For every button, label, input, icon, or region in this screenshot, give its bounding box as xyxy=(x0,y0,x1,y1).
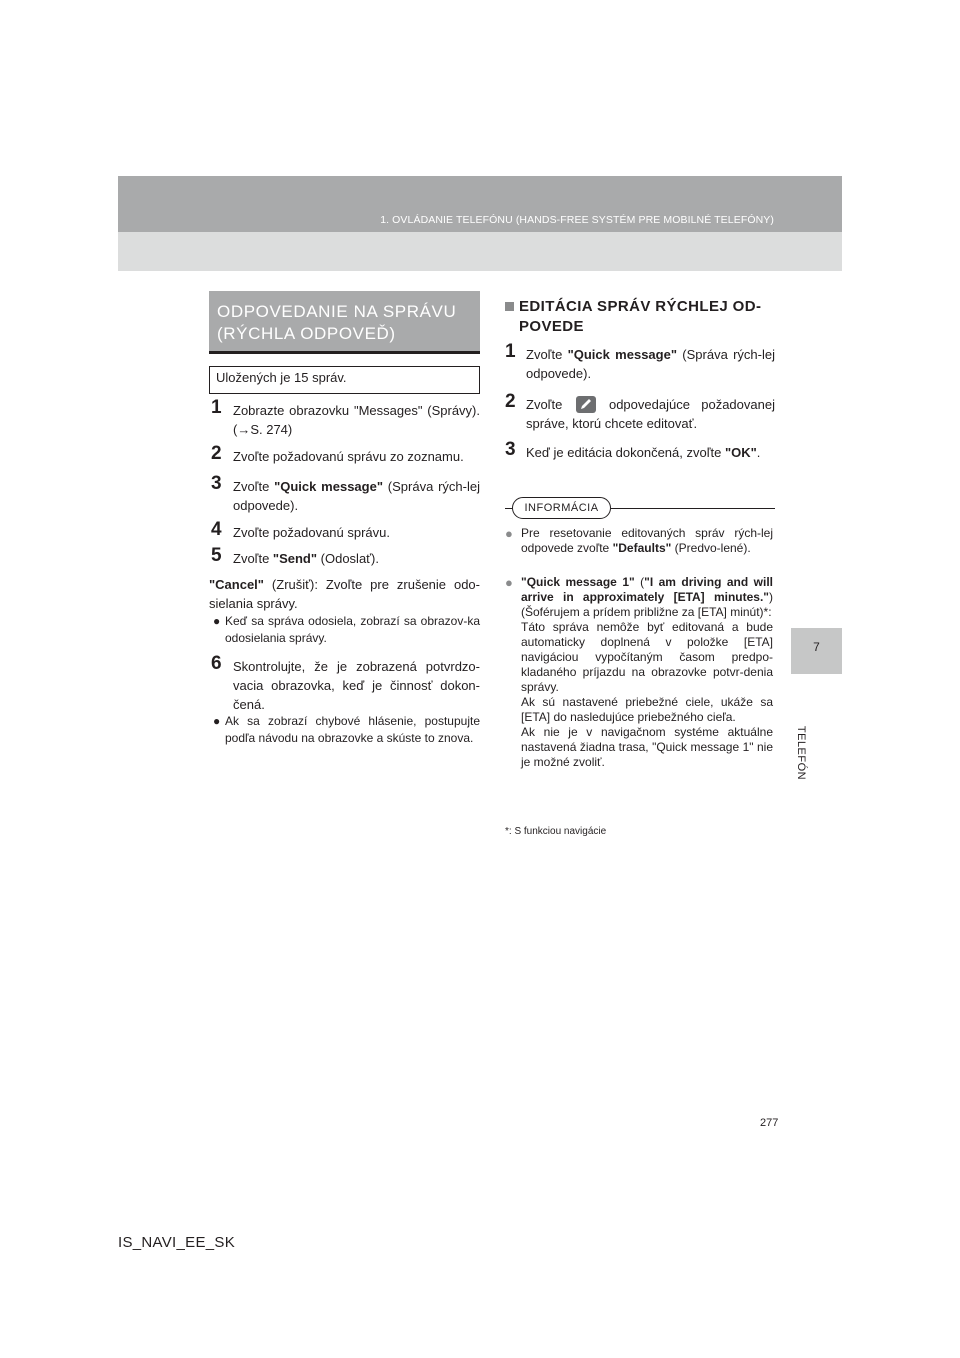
right-step-2 xyxy=(505,391,775,433)
right-step-1 xyxy=(505,341,775,383)
step-number: 5 xyxy=(211,545,222,566)
ok-label: "OK" xyxy=(724,445,757,460)
step-text-pre: Zvoľte xyxy=(526,397,563,412)
info-item xyxy=(505,526,773,556)
chapter-label-text: TELEFÓN xyxy=(795,725,807,781)
footnote: *: S funkciou navigácie xyxy=(505,826,607,837)
info-text-mid: ( xyxy=(634,575,645,589)
edit-pencil-icon xyxy=(576,396,596,413)
bullet-dot: ● xyxy=(213,614,221,628)
bullet-text: Ak sa zobrazí chybové hlásenie, postupujte podľa návodu na obrazovke a skúste to znova. xyxy=(225,714,480,745)
step-text: Skontrolujte, že je zobrazená potvrdzo-vacia obrazovka, keď je činnosť dokon-čená. xyxy=(233,659,480,712)
step-text-pre: Keď je editácia dokončená, zvoľte xyxy=(526,445,725,460)
step-number: 2 xyxy=(505,391,516,412)
quick-message-label: "Quick message" xyxy=(567,347,677,362)
step-text-pre: Zvoľte xyxy=(233,479,275,494)
step-number: 1 xyxy=(211,397,222,418)
quick-message-label: "Quick message" xyxy=(274,479,383,494)
chapter-number: 7 xyxy=(813,640,820,654)
step-text-post: odpovedajúce požadovanej správe, ktorú chcete editovať. xyxy=(526,397,775,432)
stored-messages-note: Uložených je 15 správ. xyxy=(209,366,480,394)
info-text-extra: Ak sú nastavené priebežné ciele, ukáže sa [ETA] do nasledujúce priebežného cieľa. xyxy=(521,695,773,724)
send-label: "Send" xyxy=(272,551,318,566)
bullet-dot: ● xyxy=(505,575,513,590)
step-1 xyxy=(211,397,480,439)
step-text: Zvoľte požadovanú správu. xyxy=(233,525,390,540)
step-text-post: (Správa rých-lej odpovede). xyxy=(233,479,480,513)
info-label: INFORMÁCIA xyxy=(512,497,611,519)
step-text-pre: Zvoľte xyxy=(233,551,273,566)
subsection-title xyxy=(505,297,775,337)
info-text-extra: Ak nie je v navigačnom systéme aktuálne nastavená žiadna trasa, "Quick message 1" nie je možné zvoliť. xyxy=(521,725,773,769)
step-number: 2 xyxy=(211,443,222,464)
info-item xyxy=(505,575,773,770)
bullet-item xyxy=(213,713,480,747)
step-3 xyxy=(211,473,480,515)
info-text-post: (Predvo-lené). xyxy=(671,541,751,555)
info-text-extra: Táto správa nemôže byť editovaná a bude automaticky doplnená v položke [ETA] navigáciou vypočítaným časom predpo-kladaného príjazdu na obrazovke potvr-denia správy. xyxy=(521,620,773,694)
step-number: 3 xyxy=(211,473,222,494)
quick-message-1-text: "I am driving and will arrive in approximately [ETA] minutes." xyxy=(521,575,773,604)
step-text-post: . xyxy=(756,445,761,460)
page-number: 277 xyxy=(760,1117,779,1129)
defaults-label: "Defaults" xyxy=(612,541,672,555)
cancel-note-text: (Zrušiť): Zvoľte pre zrušenie odo-sielania správy. xyxy=(209,577,480,611)
step-text-post: (Správa rých-lej odpovede). xyxy=(526,347,775,381)
step-number: 3 xyxy=(505,439,516,460)
section-title-box xyxy=(209,291,480,354)
cancel-label: "Cancel" xyxy=(209,577,264,592)
bullet-item xyxy=(213,613,480,647)
bullet-text: Keď sa správa odosiela, zobrazí sa obrazov-ka odosielania správy. xyxy=(225,614,480,645)
info-divider-right xyxy=(611,508,775,509)
step-number: 4 xyxy=(211,519,222,540)
subsection-title-text: EDITÁCIA SPRÁV RÝCHLEJ OD-POVEDE xyxy=(519,298,762,335)
info-text-pre: Pre resetovanie editovaných správ rých-lej odpovede zvoľte xyxy=(521,526,773,555)
step-4 xyxy=(211,519,480,542)
bullet-dot: ● xyxy=(213,714,221,728)
chapter-tab xyxy=(791,628,842,674)
step-number: 6 xyxy=(211,653,222,674)
step-text: Zobrazte obrazovku "Messages" (Správy). (→S. 274) xyxy=(233,403,480,437)
document-code: IS_NAVI_EE_SK xyxy=(118,1234,236,1251)
header-title: 1. OVLÁDANIE TELEFÓNU (HANDS-FREE SYSTÉM PRE MOBILNÉ TELEFÓNY) xyxy=(380,214,774,226)
step-text-pre: Zvoľte xyxy=(526,347,568,362)
step-number: 1 xyxy=(505,341,516,362)
step-text: Zvoľte požadovanú správu zo zoznamu. xyxy=(233,449,464,464)
section-title-line1: ODPOVEDANIE NA SPRÁVU xyxy=(217,302,457,321)
step-text-post: (Odoslať). xyxy=(317,551,379,566)
info-divider-left xyxy=(505,508,512,509)
bullet-dot: ● xyxy=(505,526,513,541)
step-5 xyxy=(211,545,480,568)
right-step-3 xyxy=(505,439,775,462)
section-title-line2: (RÝCHLA ODPOVEĎ) xyxy=(217,324,396,343)
chapter-label xyxy=(783,713,819,793)
cancel-note xyxy=(209,575,480,613)
square-bullet-icon xyxy=(505,302,514,311)
quick-message-1-label: "Quick message 1" xyxy=(521,575,635,589)
step-2 xyxy=(211,443,480,466)
info-text-post: ) (Šoférujem a prídem približne za [ETA] minút)*: xyxy=(521,590,773,619)
step-6 xyxy=(211,653,480,714)
page-header xyxy=(118,176,842,271)
